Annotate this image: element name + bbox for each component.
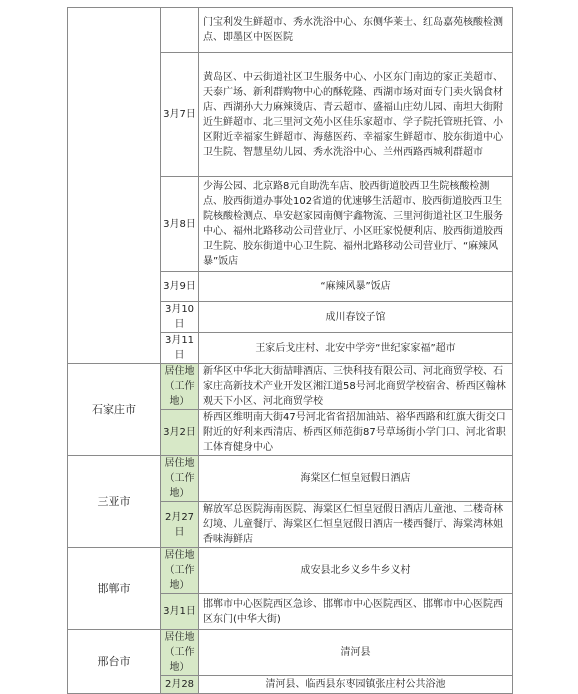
location-cell: 王家后戈庄村、北安中学旁“世纪家家福”超市	[199, 333, 513, 364]
table-row	[68, 630, 513, 676]
location-cell: 桥西区维明南大街47号河北省省招加油站、裕华西路和红旗大街交口附近的好利来西清店、桥西区师范街87号草场街小学门口、河北省职工体育健身中心	[199, 410, 513, 456]
date-cell	[161, 8, 199, 53]
table-row	[68, 548, 513, 594]
city-cell-handan: 邯郸市	[68, 548, 161, 630]
date-cell: 居住地（工作地）	[161, 364, 199, 410]
location-cell: 邯郸市中心医院西区急诊、邯郸市中心医院西区、邯郸市中心医院西区东门(中华大街)	[199, 594, 513, 630]
location-cell: 少海公园、北京路8元自助洗车店、胶西街道胶西卫生院核酸检测点、胶西街道办事处102省道的优速够生活超市、胶西街道胶西卫生院核酸检测点、阜安赵家园南侧宇鑫物流、三里河街道社区卫生服务中心、福州北路移动公司营业厅、小区旺家悦便利店、胶西街道胶西卫生院、胶东街道中心卫生院、福州北路移动公司营业厅、“麻辣风暴”饭店	[199, 177, 513, 272]
date-cell: 3月2日	[161, 410, 199, 456]
date-cell: 3月8日	[161, 177, 199, 272]
location-cell: 清河县、临西县东枣园镇张庄村公共浴池	[199, 676, 513, 694]
date-cell: 居住地（工作地）	[161, 630, 199, 676]
date-cell: 3月11日	[161, 333, 199, 364]
table-row	[68, 364, 513, 410]
location-cell: 清河县	[199, 630, 513, 676]
location-cell: 黄岛区、中云街道社区卫生服务中心、小区东门南边的家正美超市、天泰广场、新利群购物中心的酥乾隆、西湖市场对面专门卖火锅食材店、西湖孙大力麻辣烫店、青云超市、盛福山庄幼儿园、南坦大街附近生鲜超市、北三里河文苑小区佳乐家超市、学子院托管班托管、小区附近幸福家生鲜超市、海慈医药、幸福家生鲜超市、胶东街道中心卫生院、智慧星幼儿园、秀水洗浴中心、兰州西路西城利群超市	[199, 53, 513, 177]
date-cell: 居住地（工作地）	[161, 548, 199, 594]
location-table	[67, 7, 513, 694]
city-cell-continued	[68, 8, 161, 364]
city-cell-shijiazhuang: 石家庄市	[68, 364, 161, 456]
location-cell: 成安县北乡义乡牛乡义村	[199, 548, 513, 594]
date-cell: 居住地（工作地）	[161, 456, 199, 502]
location-cell: 成川春饺子馆	[199, 302, 513, 333]
table-row	[68, 456, 513, 502]
city-cell-xingtai: 邢台市	[68, 630, 161, 694]
location-cell: 海棠区仁恒皇冠假日酒店	[199, 456, 513, 502]
date-cell: 2月28	[161, 676, 199, 694]
table-row	[68, 8, 513, 53]
date-cell: 3月10日	[161, 302, 199, 333]
date-cell: 3月7日	[161, 53, 199, 177]
location-cell: 门宝利发生鲜超市、秀水洗浴中心、东侧华莱士、红岛嘉苑核酸检测点、即墨区中医医院	[199, 8, 513, 53]
date-cell: 3月9日	[161, 272, 199, 302]
location-cell: 解放军总医院海南医院、海棠区仁恒皇冠假日酒店儿童池、二楼奇林幻境、儿童餐厅、海棠区仁恒皇冠假日酒店一楼西餐厅、海棠湾林姐香味海鲜店	[199, 502, 513, 548]
date-cell: 2月27日	[161, 502, 199, 548]
city-cell-sanya: 三亚市	[68, 456, 161, 548]
date-cell: 3月1日	[161, 594, 199, 630]
location-cell: “麻辣风暴”饭店	[199, 272, 513, 302]
location-cell: 新华区中华北大街喆啡酒店、三快科技有限公司、河北商贸学校、石家庄高新技术产业开发区湘江道58号河北商贸学校宿舍、桥西区翰林观天下小区、河北商贸学校	[199, 364, 513, 410]
